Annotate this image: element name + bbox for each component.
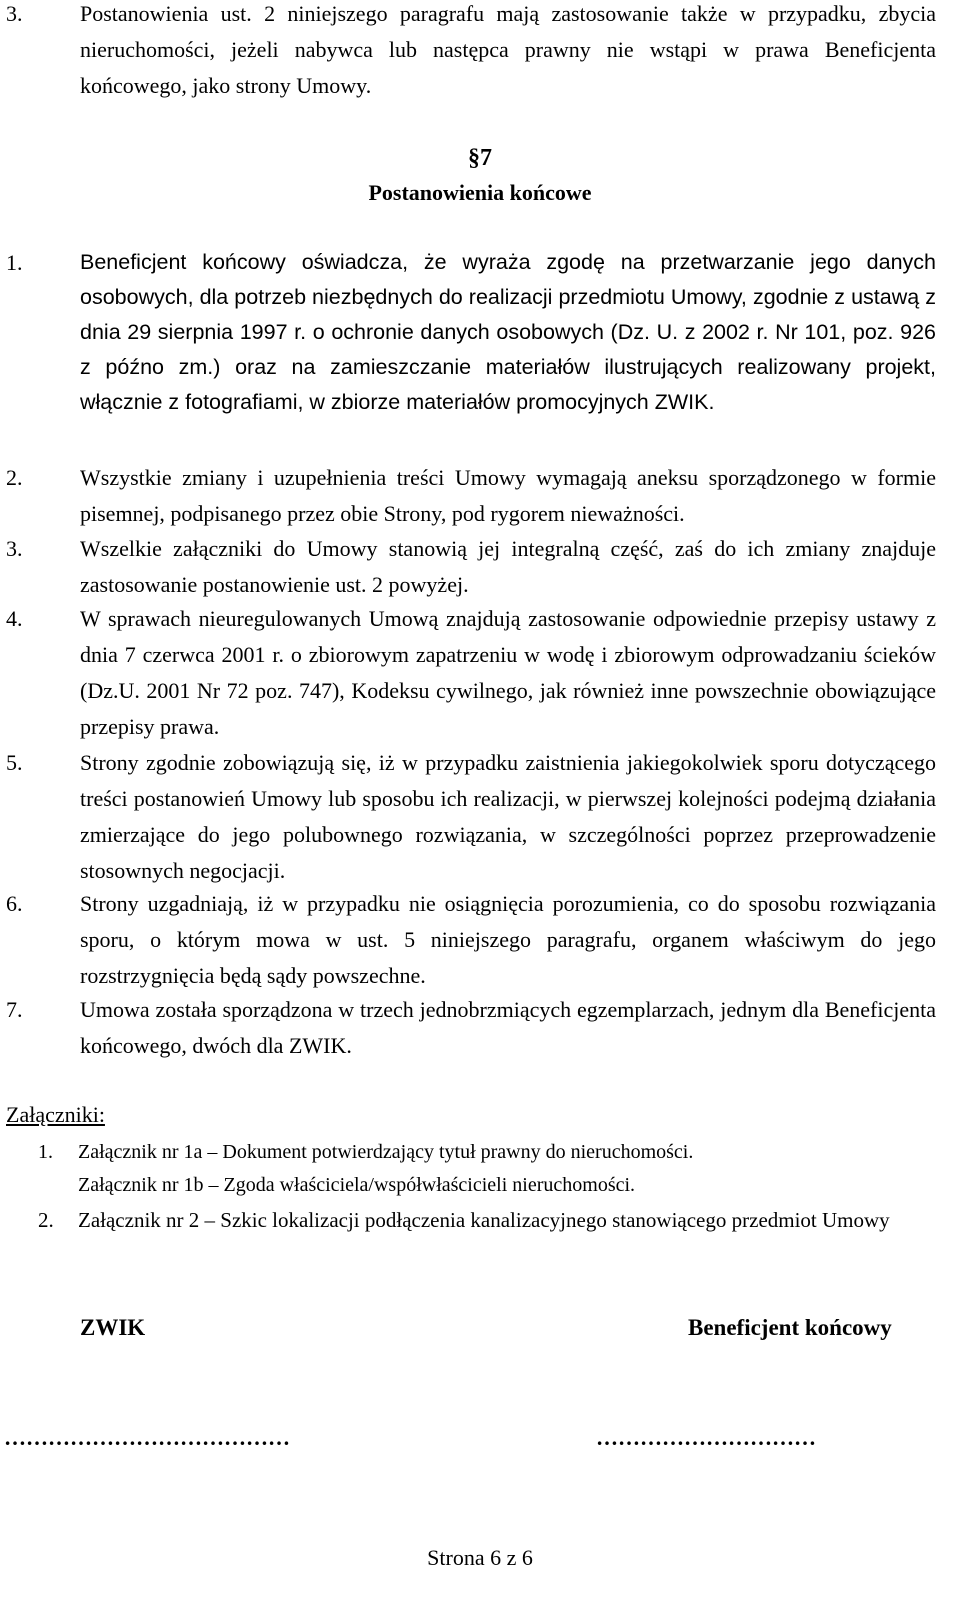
item-text: Strony zgodnie zobowiązują się, iż w przypadku zaistnienia jakiegokolwiek sporu dotyczącego treści postanowień Umowy lub sposobu ich realizacji, w pierwszej kolejności podejmą działania zmierzające do jego polubownego rozwiązania, w szczególności poprzez przeprowadzenie stosownych negocjacji.: [80, 750, 936, 883]
attachment-line: Załącznik nr 2 – Szkic lokalizacji podłączenia kanalizacyjnego stanowiącego przedmiot Umowy: [78, 1208, 890, 1232]
section-title: Postanowienia końcowe: [368, 180, 592, 205]
item-number: 7.: [6, 997, 23, 1022]
attachment-item: [38, 1202, 938, 1238]
section-paragraph: §7: [468, 145, 492, 171]
list-item: [6, 745, 936, 889]
signature-left-label: ZWIK: [80, 1315, 146, 1340]
item-number: 2.: [6, 465, 23, 490]
attachments-heading: Załączniki:: [6, 1102, 105, 1127]
signature-left-line: …………………………………: [4, 1425, 290, 1450]
attachment-number: 1.: [38, 1141, 53, 1163]
list-item: [6, 245, 936, 420]
item-number: 4.: [6, 606, 23, 631]
attachment-line: Załącznik nr 1b – Zgoda właściciela/współwłaścicieli nieruchomości.: [78, 1174, 636, 1196]
attachment-line: Załącznik nr 1a – Dokument potwierdzający tytuł prawny do nieruchomości.: [78, 1141, 694, 1163]
attachment-item: [38, 1136, 938, 1202]
list-item: [6, 601, 936, 745]
attachment-body: [78, 1136, 938, 1202]
list-item: [6, 992, 936, 1064]
item-text: Strony uzgadniają, iż w przypadku nie osiągnięcia porozumienia, co do sposobu rozwiązania sporu, o którym mowa w ust. 5 niniejszego paragrafu, organem właściwym do jego rozstrzygnięcia będą sądy powszechne.: [80, 891, 936, 988]
list-item: [6, 531, 936, 603]
item-text: Umowa została sporządzona w trzech jednobrzmiących egzemplarzach, jednym dla Beneficjenta końcowego, dwóch dla ZWIK.: [80, 997, 936, 1058]
item-text: W sprawach nieuregulowanych Umową znajdują zastosowanie odpowiednie przepisy ustawy z dnia 7 czerwca 2001 r. o zbiorowym zapatrzeniu w wodę i zbiorowym odprowadzaniu ścieków (Dz.U. 2001 Nr 72 poz. 747), Kodeksu cywilnego, jak również inne powszechnie obowiązujące przepisy prawa.: [80, 606, 936, 739]
item-number: 3.: [6, 1, 23, 26]
signature-right-label: Beneficjent końcowy: [688, 1315, 892, 1340]
attachment-number: 2.: [38, 1208, 54, 1232]
list-item: [6, 460, 936, 532]
item-number: 3.: [6, 536, 23, 561]
signature-right-line: …………………………: [596, 1425, 816, 1450]
top-item: [6, 0, 936, 104]
item-text: Postanowienia ust. 2 niniejszego paragrafu mają zastosowanie także w przypadku, zbycia nieruchomości, jeżeli nabywca lub następca prawny nie wstąpi w prawa Beneficjenta końcowego, jako strony Umowy.: [80, 1, 936, 98]
list-item: [6, 886, 936, 994]
item-text: Wszystkie zmiany i uzupełnienia treści Umowy wymagają aneksu sporządzonego w formie pisemnej, podpisanego przez obie Strony, pod rygorem nieważności.: [80, 465, 936, 526]
item-number: 5.: [6, 750, 23, 775]
item-number: 1.: [6, 250, 23, 275]
item-number: 6.: [6, 891, 23, 916]
item-text: Wszelkie załączniki do Umowy stanowią jej integralną część, zaś do ich zmiany znajduje zastosowanie postanowienie ust. 2 powyżej.: [80, 536, 936, 597]
page-number: Strona 6 z 6: [427, 1545, 533, 1570]
item-text: Beneficjent końcowy oświadcza, że wyraża zgodę na przetwarzanie jego danych osobowych, dla potrzeb niezbędnych do realizacji przedmiotu Umowy, zgodnie z ustawą z dnia 29 sierpnia 1997 r. o ochronie danych osobowych (Dz. U. z 2002 r. Nr 101, poz. 926 z późno zm.) oraz na zamieszczanie materiałów ilustrujących realizowany projekt, włącznie z fotografiami, w zbiorze materiałów promocyjnych ZWIK.: [80, 250, 936, 414]
